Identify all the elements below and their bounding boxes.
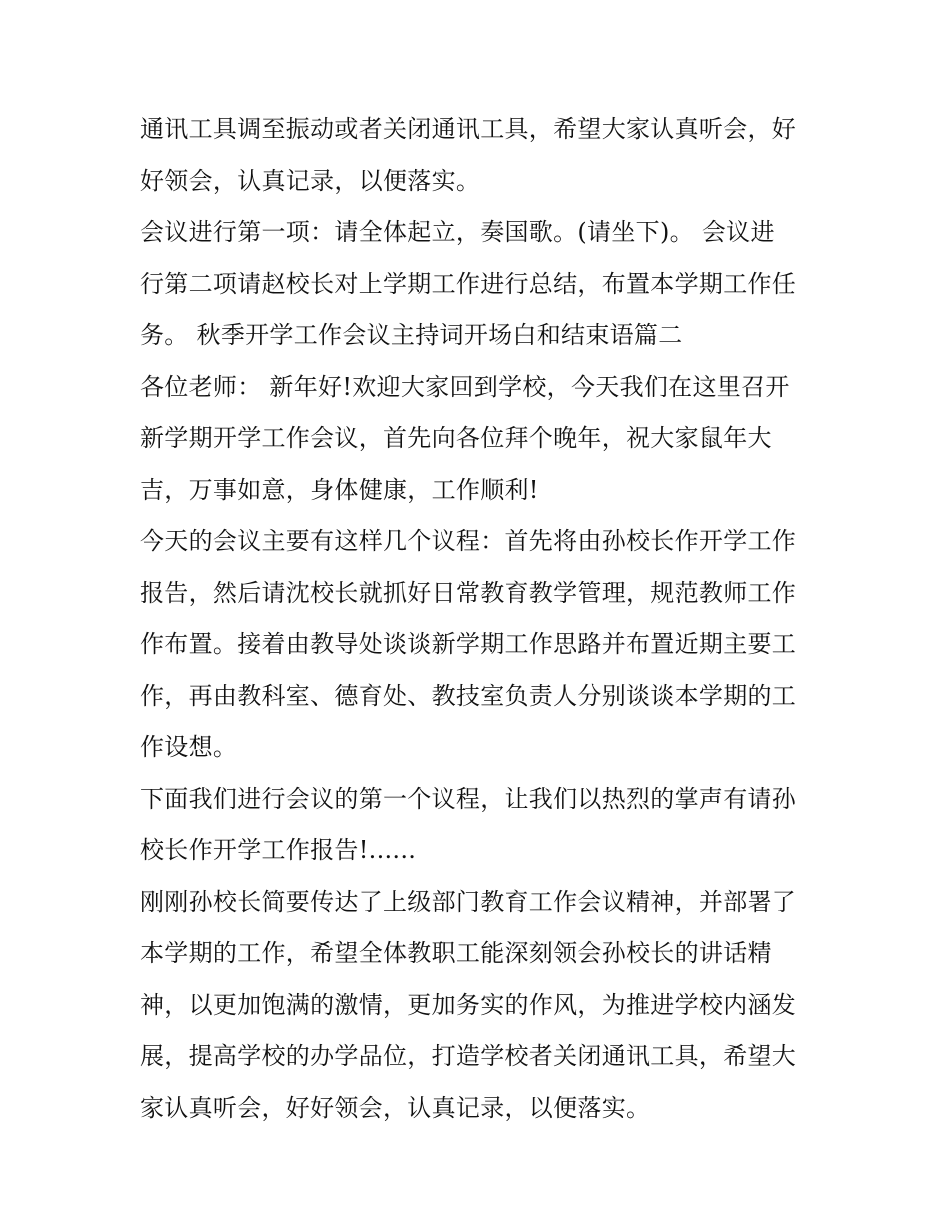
text-line-8: 吉，万事如意，身体健康，工作顺利! <box>140 475 539 504</box>
text-line-15: 校长作开学工作报告!...... <box>140 836 417 864</box>
document-page <box>140 104 820 1134</box>
text-line-13: 作设想。 <box>140 733 238 761</box>
text-line-2: 好领会，认真记录，以便落实。 <box>140 166 481 195</box>
text-line-3: 会议进行第一项：请全体起立，奏国歌。(请坐下)。 会议进 <box>140 218 775 246</box>
text-line-9: 今天的会议主要有这样几个议程：首先将由孙校长作开学工作 <box>140 527 797 555</box>
text-line-17: 本学期的工作，希望全体教职工能深刻领会孙校长的讲话精 <box>140 939 772 967</box>
text-line-10: 报告，然后请沈校长就抓好日常教育教学管理，规范教师工作 <box>140 578 797 607</box>
text-line-7: 新学期开学工作会议，首先向各位拜个晚年，祝大家鼠年大 <box>140 424 772 452</box>
text-line-6: 各位老师： 新年好!欢迎大家回到学校，今天我们在这里召开 <box>140 372 790 401</box>
text-line-11: 作布置。接着由教导处谈谈新学期工作思路并布置近期主要工 <box>140 630 797 658</box>
text-line-12: 作，再由教科室、德育处、教技室负责人分别谈谈本学期的工 <box>140 681 797 710</box>
text-line-20: 家认真听会，好好领会，认真记录，以便落实。 <box>140 1093 651 1122</box>
text-line-16: 刚刚孙校长简要传达了上级部门教育工作会议精神，并部署了 <box>140 887 797 916</box>
text-line-5: 务。 秋季开学工作会议主持词开场白和结束语篇二 <box>140 321 683 349</box>
text-line-4: 行第二项请赵校长对上学期工作进行总结，布置本学期工作任 <box>140 269 797 298</box>
text-line-1: 通讯工具调至振动或者关闭通讯工具，希望大家认真听会，好 <box>140 115 797 143</box>
text-line-14: 下面我们进行会议的第一个议程，让我们以热烈的掌声有请孙 <box>140 784 797 813</box>
text-line-19: 展，提高学校的办学品位，打造学校者关闭通讯工具，希望大 <box>140 1042 797 1070</box>
text-line-18: 神，以更加饱满的激情，更加务实的作风，为推进学校内涵发 <box>140 990 797 1019</box>
